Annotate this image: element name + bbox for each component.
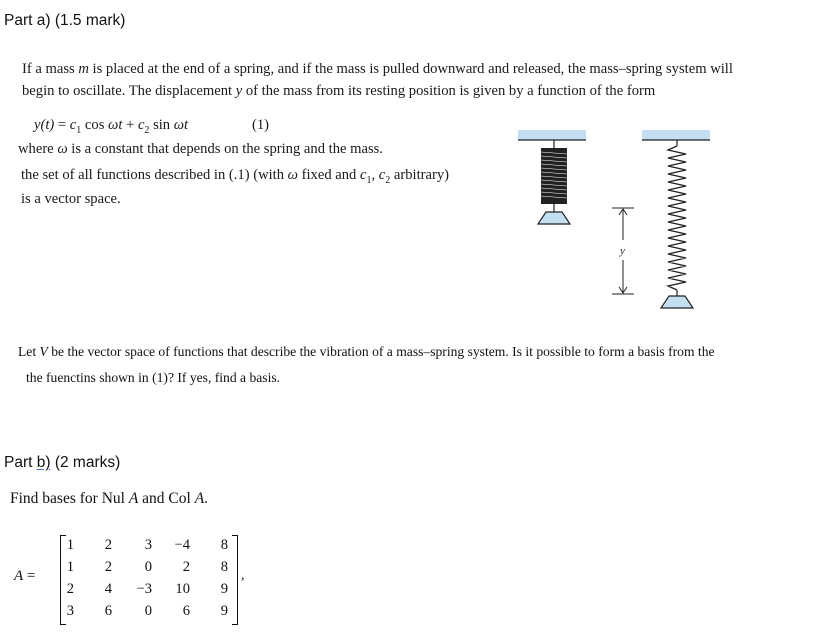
intro-line-1: If a mass m is placed at the end of a spring, and if the mass is pulled downward and released, the mass–spring system will (22, 61, 733, 77)
matrix-cell: 2 (182, 559, 190, 575)
question-line-1: Let V be the vector space of functions that describe the vibration of a mass–spring system. Is it possible to form a basis from the (18, 344, 715, 359)
matrix-label: A = (14, 568, 36, 584)
matrix-row (60, 603, 238, 625)
ceiling-left (518, 130, 586, 140)
part-b-heading: Part b) (2 marks) (4, 454, 121, 471)
set-line: the set of all functions described in (.1) (with ω fixed and $c_1$, $c_2$ arbitrary) (21, 167, 450, 186)
part-a-heading: Part a) (1.5 mark) (4, 12, 126, 29)
matrix-row (60, 581, 238, 603)
matrix-cell: 8 (220, 559, 228, 575)
matrix-cell: 2 (104, 537, 112, 553)
displacement-label: y (620, 245, 625, 257)
mass-spring-figure (510, 120, 720, 320)
matrix-cell: 0 (144, 559, 152, 575)
equation-1: $y(t) = c_1$ $\cos \omega t + c_2$ sin ωt (34, 117, 189, 136)
matrix-cell: −3 (136, 581, 152, 597)
vector-space-line: is a vector space. (21, 191, 121, 207)
question-line-2: the fuenctins shown in (1)? If yes, find a basis. (26, 370, 281, 385)
matrix-cell: 1 (66, 537, 74, 553)
equation-label: (1) (252, 117, 270, 133)
matrix-cell: 2 (104, 559, 112, 575)
matrix-cell: 9 (220, 581, 228, 597)
ceiling-right (642, 130, 710, 140)
part-b-instruction: Find bases for Nul A and Col A. (10, 490, 209, 507)
matrix-row (60, 559, 238, 581)
matrix-cell: 9 (220, 603, 228, 619)
mass-left (538, 212, 570, 224)
matrix-trailing-comma: , (241, 568, 245, 583)
matrix-cell: 8 (220, 537, 228, 553)
matrix-cell: 10 (175, 581, 190, 597)
matrix-cell: −4 (174, 537, 190, 553)
mass-right (661, 296, 693, 308)
spring-extended (668, 146, 686, 290)
matrix-cell: 3 (144, 537, 152, 553)
matrix-cell: 2 (66, 581, 74, 597)
intro-line-2: begin to oscillate. The displacement y of the mass from its resting position is given by a function of the form (22, 83, 656, 99)
matrix-row (60, 537, 238, 559)
matrix-cell: 3 (66, 603, 74, 619)
matrix-cell: 0 (144, 603, 152, 619)
matrix-cell: 1 (66, 559, 74, 575)
matrix-cell: 6 (182, 603, 190, 619)
matrix-a (60, 535, 238, 623)
where-line: where ω is a constant that depends on the spring and the mass. (18, 141, 383, 157)
matrix-cell: 4 (104, 581, 112, 597)
matrix-cell: 6 (104, 603, 112, 619)
